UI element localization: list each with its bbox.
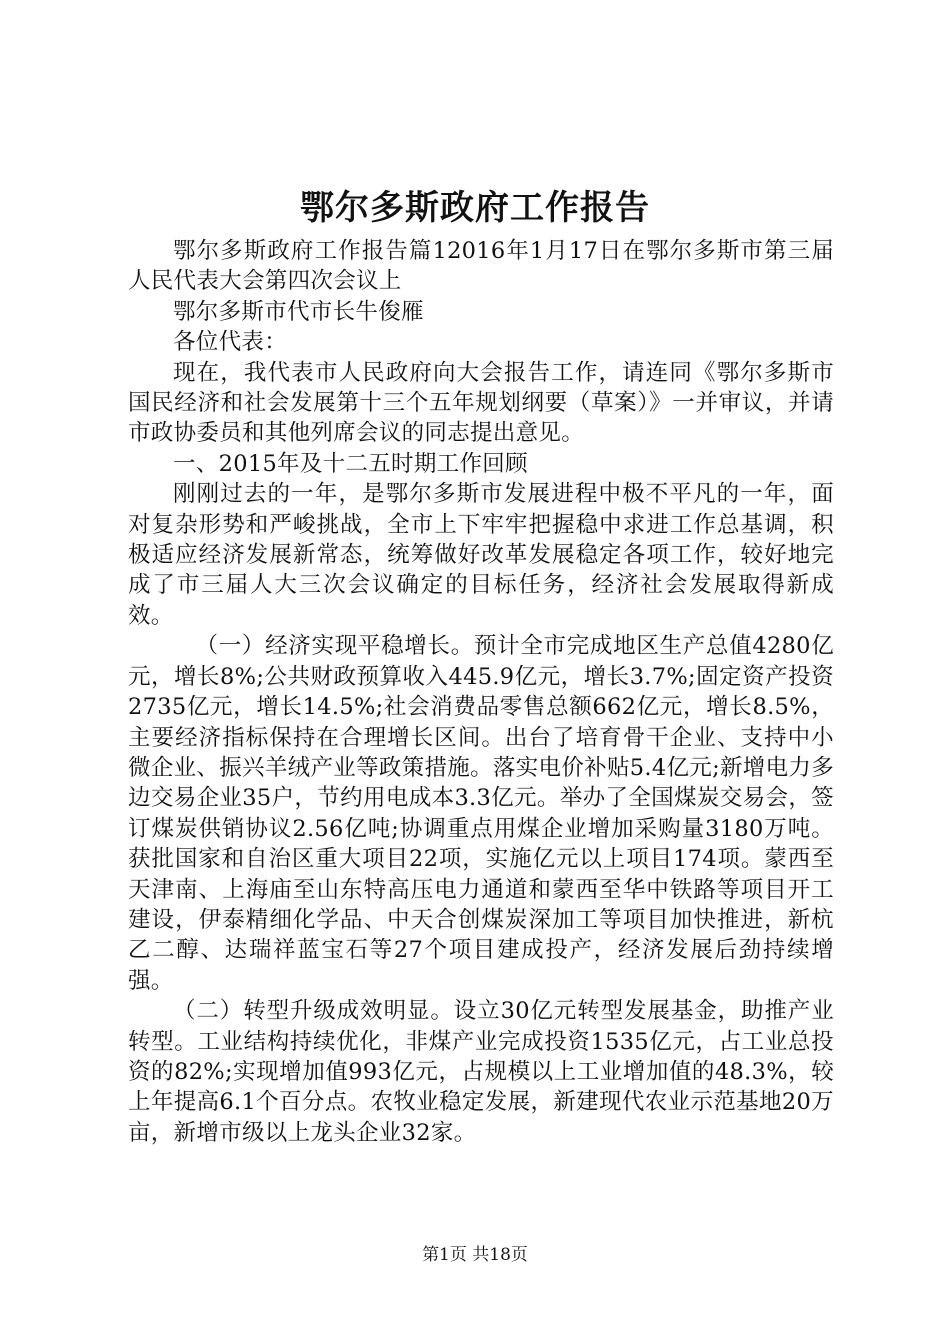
paragraph-opening: 现在，我代表市人民政府向大会报告工作，请连同《鄂尔多斯市国民经济和社会发展第十三个五年规划纲要（草案）》一并审议，并请市政协委员和其他列席会议的同志提出意见。 xyxy=(128,359,834,447)
paragraph-economy: （一）经济实现平稳增长。预计全市完成地区生产总值4280亿元，增长8%;公共财政预算收入445.9亿元，增长3.7%;固定资产投资2735亿元，增长14.5%;社会消费品零售总额662亿元，增长8.5%，主要经济指标保持在合理增长区间。出台了培育骨干企业、支持中小微企业、振兴羊绒产业等政策措施。落实电价补贴5.4亿元;新增电力多边交易企业35户，节约用电成本3.3亿元。举办了全国煤炭交易会，签订煤炭供销协议2.56亿吨;协调重点用煤企业增加采购量3180万吨。获批国家和自治区重大项目22项，实施亿元以上项目174项。蒙西至天津南、上海庙至山东特高压电力通道和蒙西至华中铁路等项目开工建设，伊泰精细化学品、中天合创煤炭深加工等项目加快推进，新杭乙二醇、达瑞祥蓝宝石等27个项目建成投产，经济发展后劲持续增强。 xyxy=(128,633,834,994)
paragraph-salutation: 各位代表： xyxy=(173,329,288,356)
section-heading-review: 一、2015年及十二五时期工作回顾 xyxy=(173,450,528,477)
paragraph-overview: 刚刚过去的一年，是鄂尔多斯市发展进程中极不平凡的一年，面对复杂形势和严峻挑战，全市上下牢牢把握稳中求进工作总基调，积极适应经济发展新常态，统筹做好改革发展稳定各项工作，较好地完成了市三届人大三次会议确定的目标任务，经济社会发展取得新成效。 xyxy=(128,481,834,629)
paragraph-transformation: （二）转型升级成效明显。设立30亿元转型发展基金，助推产业转型。工业结构持续优化，非煤产业完成投资1535亿元，占工业总投资的82%;实现增加值993亿元，占规模以上工业增加值的48.3%，较上年提高6.1个百分点。农牧业稳定发展，新建现代农业示范基地20万亩，新增市级以上龙头企业32家。 xyxy=(128,998,834,1146)
document-title: 鄂尔多斯政府工作报告 xyxy=(300,188,650,228)
paragraph-author: 鄂尔多斯市代市长牛俊雁 xyxy=(173,298,424,325)
page-indicator: 第1页 共18页 xyxy=(422,1245,528,1265)
document-body xyxy=(128,236,834,1148)
paragraph-intro: 鄂尔多斯政府工作报告篇12016年1月17日在鄂尔多斯市第三届人民代表大会第四次会议上 xyxy=(128,238,834,295)
